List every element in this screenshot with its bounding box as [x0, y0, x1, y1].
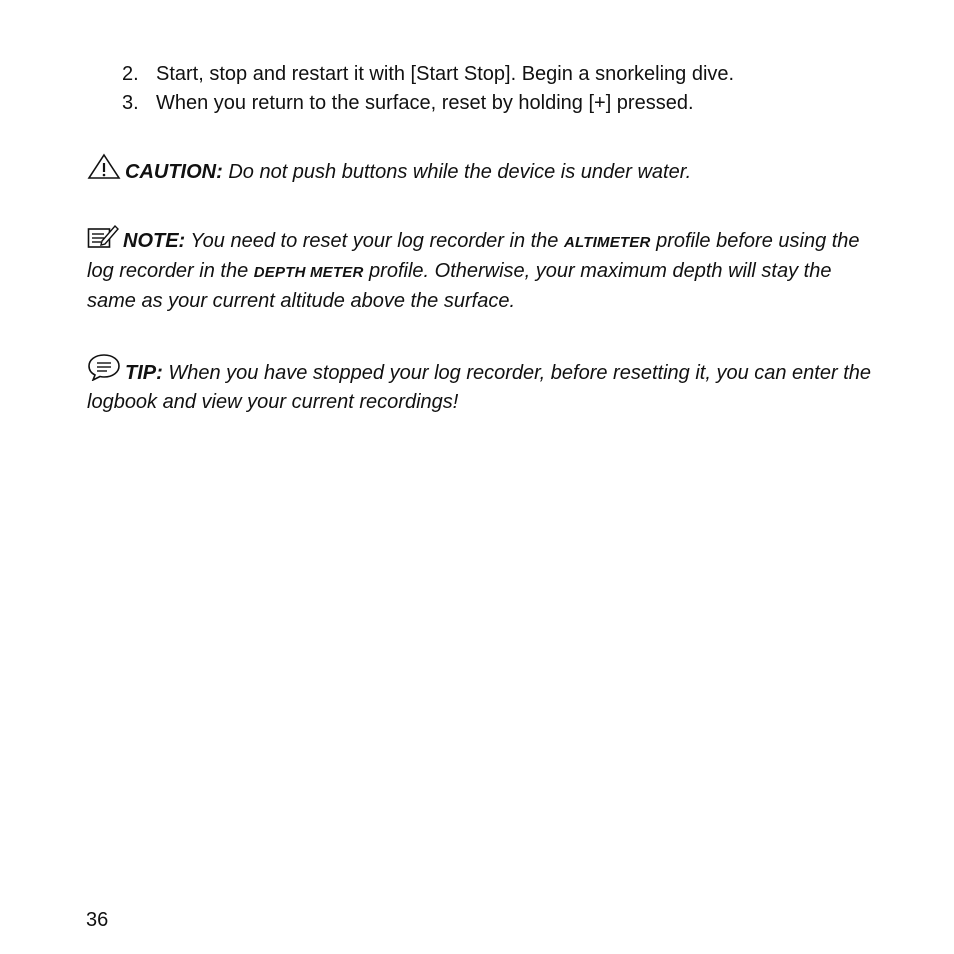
tip-callout [87, 353, 877, 417]
warning-triangle-icon [87, 153, 121, 180]
note-label: NOTE: [123, 230, 186, 252]
step-number: 3. [122, 92, 139, 114]
caution-label: CAUTION: [125, 161, 223, 183]
note-text: profile before using the log recorder in the [87, 230, 860, 282]
speech-bubble-icon [87, 353, 121, 381]
note-pencil-icon [87, 223, 119, 249]
note-term-depth-meter: DEPTH METER [253, 264, 364, 281]
note-term-altimeter: ALTIMETER [564, 234, 651, 251]
step-number: 2. [122, 63, 139, 85]
note-callout [87, 223, 877, 316]
page-number: 36 [86, 909, 109, 931]
step-text: When you return to the surface, reset by holding [+] pressed. [156, 92, 694, 114]
tip-text: When you have stopped your log recorder, before resetting it, you can enter the logbook and view your current recordings! [87, 362, 871, 413]
list-item [122, 60, 902, 89]
note-text: You need to reset your log recorder in the [190, 230, 559, 252]
note-text: profile. Otherwise, your maximum depth will stay the same as your current altitude above the surface. [87, 260, 832, 312]
caution-callout [87, 153, 877, 187]
tip-label: TIP: [125, 362, 163, 384]
list-item [122, 89, 902, 118]
step-text: Start, stop and restart it with [Start Stop]. Begin a snorkeling dive. [156, 63, 735, 85]
step-list [122, 60, 902, 118]
caution-text: Do not push buttons while the device is under water. [228, 161, 692, 183]
